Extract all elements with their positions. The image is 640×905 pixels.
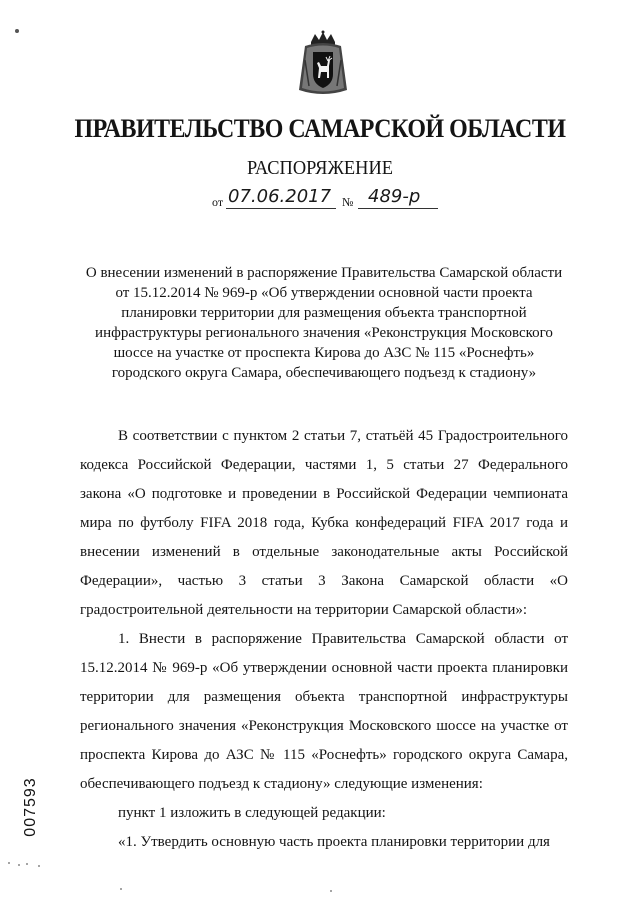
- subject-line: планировки территории для размещения объекта транспортной: [121, 305, 527, 321]
- date-prefix: от: [212, 195, 224, 209]
- subject-line: инфраструктуры регионального значения «Реконструкция Московского: [95, 325, 553, 341]
- body-paragraph-instruction: пункт 1 изложить в следующей редакции:: [118, 805, 386, 821]
- handwritten-number: 489-р: [368, 186, 421, 207]
- document-type: РАСПОРЯЖЕНИЕ: [247, 157, 393, 179]
- organization-title: ПРАВИТЕЛЬСТВО САМАРСКОЙ ОБЛАСТИ: [74, 114, 566, 143]
- body-paragraph-item-1: 1. Внести в распоряжение Правительства Самарской области от 15.12.2014 № 969-р «Об утверждении основной части проекта планировки территории для размещения объекта транспортной инфраструктуры регионального значения «Реконструкция Московского шоссе на участке от проспекта Кирова до АЗС № 115 «Роснефть» городского округа Самара, обеспечивающего подъезд к стадиону» следующие изменения:: [80, 631, 568, 792]
- subject-line: городского округа Самара, обеспечивающего подъезд к стадиону»: [111, 365, 537, 381]
- handwritten-date: 07.06.2017: [228, 186, 332, 207]
- subject-line: О внесении изменений в распоряжение Правительства Самарской области: [85, 265, 563, 281]
- body-paragraph-preamble: В соответствии с пунктом 2 статьи 7, статьёй 45 Градостроительного кодекса Российской Федерации, частями 1, 5 статьи 27 Федерального закона «О подготовке и проведении в Российской Федерации чемпионата мира по футболу FIFA 2018 года, Кубка конфедераций FIFA 2017 года и внесении изменений в отдельные законодательные акты Российской Федерации», частью 3 статьи 3 Закона Самарской области «О градостроительной деятельности на территории Самарской области»:: [80, 428, 568, 618]
- serial-number: 007593: [22, 777, 39, 837]
- subject-line: шоссе на участке от проспекта Кирова до АЗС № 115 «Роснефть»: [113, 345, 535, 361]
- body-paragraph-quoted: «1. Утвердить основную часть проекта планировки территории для: [118, 834, 550, 850]
- number-prefix: №: [342, 195, 354, 209]
- subject-line: от 15.12.2014 № 969-р «Об утверждении основной части проекта: [115, 285, 533, 301]
